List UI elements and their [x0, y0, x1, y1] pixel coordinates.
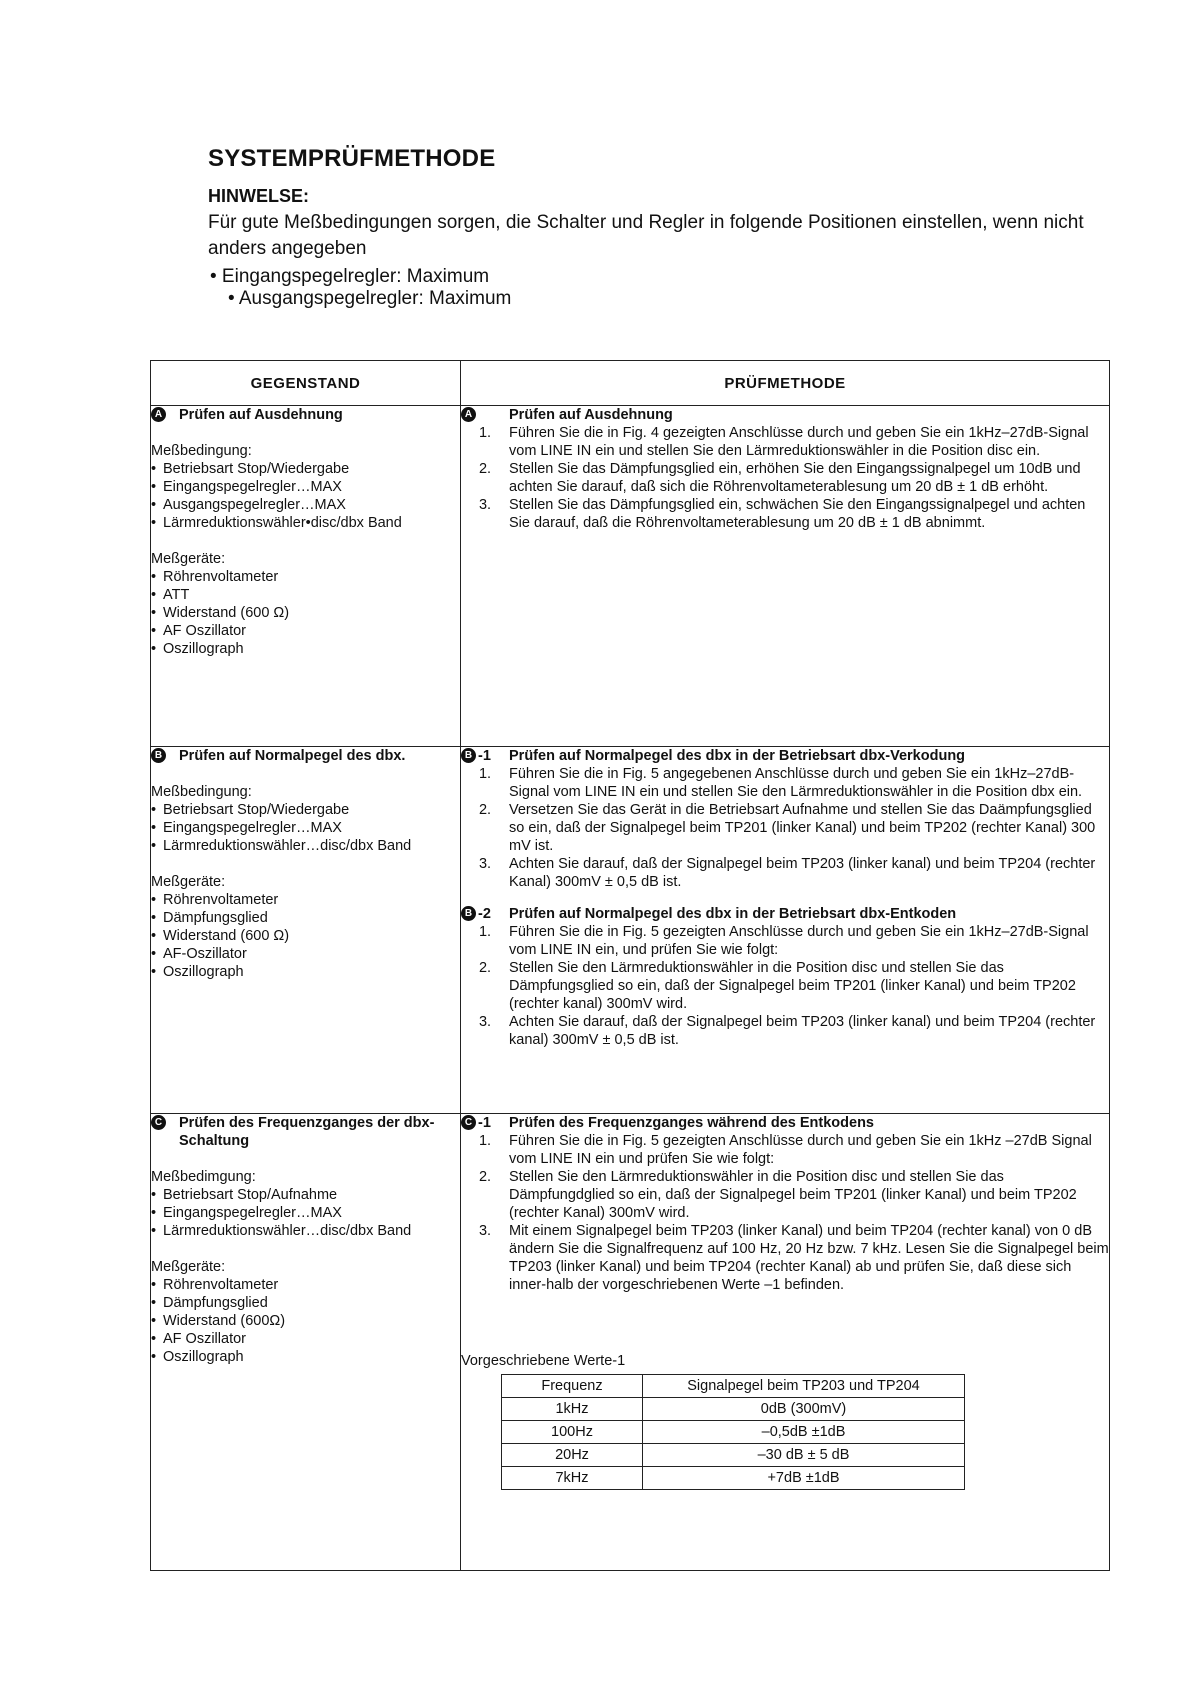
notes-heading: HINWELSE:: [208, 186, 309, 206]
equipment-item: [151, 909, 460, 927]
circled-letter-icon: A: [461, 407, 476, 422]
step-number: 2.: [478, 960, 492, 976]
bullet-icon: •: [151, 497, 157, 513]
procedure-step: [461, 460, 1109, 496]
condition-item: [151, 819, 460, 837]
note-bullet-input-level: • Eingangspegelregler: Maximum: [210, 266, 490, 287]
procedure-step: [461, 1222, 1109, 1294]
procedure-step: [461, 923, 1109, 959]
header-item: GEGENSTAND: [151, 361, 461, 406]
equipment-item: [151, 963, 460, 981]
item-title: Prüfen auf Normalpegel des dbx.: [179, 748, 406, 764]
equipment-item: [151, 927, 460, 945]
equipment-item: [151, 622, 460, 640]
equipment-item: [151, 1330, 460, 1348]
step-number: 3.: [478, 1014, 492, 1030]
spec-row: [502, 1444, 965, 1467]
table-row: [151, 1114, 1110, 1571]
equipment-text: Widerstand (600 Ω): [163, 928, 290, 944]
condition-item: [151, 837, 460, 855]
procedure-id: [461, 406, 509, 424]
condition-text: Eingangspegelregler…MAX: [163, 479, 342, 495]
equipment-label: Meßgeräte:: [151, 551, 226, 567]
equipment-label: Meßgeräte:: [151, 874, 226, 890]
step-text: Führen Sie die in Fig. 4 gezeigten Anschlüsse durch und geben Sie ein 1kHz–27dB-Signal vom LINE IN ein und stellen Sie den Lärmreduktionswähler in die Position disc ein.: [509, 425, 1089, 459]
bullet-icon: •: [151, 1187, 157, 1203]
procedure-step: [461, 959, 1109, 1013]
circled-letter-icon: B: [461, 748, 476, 763]
table-row: [151, 406, 1110, 747]
procedure-block: [461, 905, 1109, 1049]
condition-text: Eingangspegelregler…MAX: [163, 1205, 342, 1221]
equipment-text: ATT: [163, 587, 190, 603]
spec-table-caption: Vorgeschriebene Werte-1: [461, 1353, 626, 1369]
bullet-icon: •: [151, 569, 157, 585]
equipment-text: AF-Oszillator: [163, 946, 247, 962]
bullet-icon: •: [151, 515, 157, 531]
procedure-suffix: -1: [478, 1115, 491, 1131]
bullet-icon: •: [151, 587, 157, 603]
page-title: SYSTEMPRÜFMETHODE: [208, 145, 496, 172]
procedure-block: [461, 1114, 1109, 1294]
test-method-table: [150, 360, 1110, 1571]
procedure-title: Prüfen auf Ausdehnung: [509, 407, 673, 423]
spec-header-cell: Frequenz: [502, 1375, 643, 1398]
circled-letter-icon: B: [461, 906, 476, 921]
equipment-text: Röhrenvoltameter: [163, 1277, 279, 1293]
bullet-icon: •: [151, 1331, 157, 1347]
procedure-heading: [461, 747, 1109, 765]
step-number: 2.: [478, 461, 492, 477]
equipment-text: AF Oszillator: [163, 623, 246, 639]
bullet-icon: •: [151, 928, 157, 944]
conditions-label: Meßbedingung:: [151, 443, 252, 459]
spec-cell: –30 dB ± 5 dB: [643, 1444, 965, 1467]
equipment-item: [151, 1312, 460, 1330]
condition-text: Ausgangspegelregler…MAX: [163, 497, 346, 513]
spec-cell: –0,5dB ±1dB: [643, 1421, 965, 1444]
method-cell: [461, 406, 1110, 747]
equipment-item: [151, 1348, 460, 1366]
bullet-icon: •: [151, 964, 157, 980]
step-text: Versetzen Sie das Gerät in die Betriebsart Aufnahme und stellen Sie das Daämpfungsglied so ein, daß der Signalpegel beim TP201 (linker Kanal) und beim TP202 (rechter Kanal) 300 mV ist.: [509, 802, 1096, 854]
condition-item: [151, 478, 460, 496]
procedure-heading: [461, 905, 1109, 923]
procedure-step: [461, 424, 1109, 460]
procedure-suffix: -2: [478, 906, 491, 922]
spec-header-row: [502, 1375, 965, 1398]
header-method: PRÜFMETHODE: [461, 361, 1110, 406]
procedure-step: [461, 1013, 1109, 1049]
equipment-item: [151, 586, 460, 604]
bullet-icon: •: [151, 892, 157, 908]
bullet-icon: •: [151, 461, 157, 477]
step-text: Führen Sie die in Fig. 5 gezeigten Anschlüsse durch und geben Sie ein 1kHz–27dB-Signal vom LINE IN ein, und prüfen Sie wie folgt:: [509, 924, 1089, 958]
bullet-icon: •: [151, 802, 157, 818]
condition-item: [151, 496, 460, 514]
procedure-id: [461, 905, 509, 923]
bullet-icon: •: [151, 1223, 157, 1239]
procedure-step: [461, 855, 1109, 891]
bullet-icon: •: [151, 910, 157, 926]
condition-text: Betriebsart Stop/Aufnahme: [163, 1187, 338, 1203]
step-number: 1.: [478, 766, 492, 782]
step-number: 1.: [478, 425, 492, 441]
step-text: Mit einem Signalpegel beim TP203 (linker Kanal) und beim TP204 (rechter kanal) von 0 dB ändern Sie die Signalfrequenz auf 100 Hz, 20 Hz bzw. 7 kHz. Lesen Sie die Signalpegel beim TP203 (linker Kanal) und beim TP204 (rechter Kanal) ab und prüfen Sie, daß diese sich inner-halb der vorgeschriebenen Werte –1 befinden.: [509, 1223, 1109, 1293]
equipment-text: AF Oszillator: [163, 1331, 246, 1347]
spec-row: [502, 1398, 965, 1421]
bullet-icon: •: [151, 1205, 157, 1221]
circled-letter-icon: B: [151, 748, 166, 763]
step-number: 3.: [478, 497, 492, 513]
spec-cell: 0dB (300mV): [643, 1398, 965, 1421]
bullet-icon: •: [151, 820, 157, 836]
step-text: Führen Sie die in Fig. 5 angegebenen Anschlüsse durch und geben Sie ein 1kHz–27dB-Signal vom LINE IN ein und stellen Sie den Lärmreduktionswähler in die Position dbx ein.: [509, 766, 1083, 800]
step-number: 3.: [478, 856, 492, 872]
spec-header-cell: Signalpegel beim TP203 und TP204: [643, 1375, 965, 1398]
procedure-block: [461, 747, 1109, 891]
bullet-icon: •: [151, 1277, 157, 1293]
spec-row: [502, 1467, 965, 1490]
item-cell: [151, 747, 461, 1114]
equipment-text: Oszillograph: [163, 641, 244, 657]
condition-item: [151, 460, 460, 478]
procedure-title: Prüfen des Frequenzganges während des Entkodens: [509, 1115, 874, 1131]
condition-text: Lärmreduktionswähler•disc/dbx Band: [163, 515, 402, 531]
equipment-text: Röhrenvoltameter: [163, 892, 279, 908]
equipment-item: [151, 1276, 460, 1294]
bullet-icon: •: [151, 838, 157, 854]
item-cell: [151, 406, 461, 747]
step-text: Führen Sie die in Fig. 5 gezeigten Anschlüsse durch und geben Sie ein 1kHz –27dB Signal vom LINE IN ein und prüfen Sie wie folgt:: [509, 1133, 1092, 1167]
equipment-text: Röhrenvoltameter: [163, 569, 279, 585]
condition-text: Lärmreduktionswähler…disc/dbx Band: [163, 838, 412, 854]
equipment-label: Meßgeräte:: [151, 1259, 226, 1275]
condition-text: Betriebsart Stop/Wiedergabe: [163, 802, 350, 818]
condition-text: Lärmreduktionswähler…disc/dbx Band: [163, 1223, 412, 1239]
procedure-title: Prüfen auf Normalpegel des dbx in der Betriebsart dbx-Verkodung: [509, 748, 966, 764]
spec-cell: +7dB ±1dB: [643, 1467, 965, 1490]
spec-cell: 100Hz: [502, 1421, 643, 1444]
equipment-item: [151, 640, 460, 658]
procedure-block: [461, 406, 1109, 532]
item-title: Prüfen auf Ausdehnung: [179, 407, 343, 423]
condition-item: [151, 1204, 460, 1222]
step-number: 2.: [478, 1169, 492, 1185]
equipment-text: Widerstand (600Ω): [163, 1313, 286, 1329]
item-cell: [151, 1114, 461, 1571]
step-text: Stellen Sie den Lärmreduktionswähler in die Position disc und stellen Sie das Dämpfungsglied so ein, daß der Signalpegel beim TP201 (linker Kanal) und beim TP202 (rechter kanal) 300mV wird.: [509, 960, 1076, 1012]
procedure-step: [461, 496, 1109, 532]
item-heading: [151, 747, 460, 765]
table-row: [151, 747, 1110, 1114]
bullet-icon: •: [151, 605, 157, 621]
equipment-text: Oszillograph: [163, 964, 244, 980]
condition-item: [151, 801, 460, 819]
note-bullet-output-level: • Ausgangspegelregler: Maximum: [228, 288, 512, 309]
method-cell: [461, 1114, 1110, 1571]
condition-text: Eingangspegelregler…MAX: [163, 820, 342, 836]
item-heading: [151, 1114, 460, 1150]
step-number: 1.: [478, 924, 492, 940]
step-text: Achten Sie darauf, daß der Signalpegel beim TP203 (linker kanal) und beim TP204 (rechter Kanal) 300mV ± 0,5 dB ist.: [509, 856, 1096, 890]
circled-letter-icon: C: [151, 1115, 166, 1130]
bullet-icon: •: [151, 946, 157, 962]
equipment-item: [151, 1294, 460, 1312]
conditions-label: Meßbedimgung:: [151, 1169, 256, 1185]
equipment-text: Dämpfungsglied: [163, 910, 268, 926]
circled-letter-icon: C: [461, 1115, 476, 1130]
step-text: Stellen Sie das Dämpfungsglied ein, erhöhen Sie den Eingangssignalpegel um 10dB und achten Sie darauf, daß sich die Röhrenvoltameterablesung um 20 dB ± 1 dB erhöht.: [509, 461, 1081, 495]
step-text: Stellen Sie das Dämpfungsglied ein, schwächen Sie den Eingangssignalpegel und achten Sie darauf, daß die Röhrenvoltameterablesung um 20 dB ± 1 dB abnimmt.: [509, 497, 1086, 531]
bullet-icon: •: [151, 1295, 157, 1311]
condition-item: [151, 514, 460, 532]
step-text: Achten Sie darauf, daß der Signalpegel beim TP203 (linker kanal) und beim TP204 (rechter kanal) 300mV ± 0,5 dB ist.: [509, 1014, 1096, 1048]
equipment-text: Widerstand (600 Ω): [163, 605, 290, 621]
item-title: Prüfen des Frequenzganges der dbx-Schaltung: [179, 1115, 435, 1149]
condition-item: [151, 1186, 460, 1204]
spec-cell: 7kHz: [502, 1467, 643, 1490]
equipment-text: Dämpfungsglied: [163, 1295, 268, 1311]
equipment-item: [151, 568, 460, 586]
procedure-id: [461, 1114, 509, 1132]
procedure-suffix: -1: [478, 748, 491, 764]
step-text: Stellen Sie den Lärmreduktionswähler in die Position disc und stellen Sie das Dämpfungdglied so ein, daß der Signalpegel beim TP201 (linker Kanal) und beim TP202 (rechter Kanal) 300mV wird.: [509, 1169, 1077, 1221]
step-number: 3.: [478, 1223, 492, 1239]
spec-cell: 20Hz: [502, 1444, 643, 1467]
procedure-heading: [461, 406, 1109, 424]
equipment-item: [151, 945, 460, 963]
equipment-text: Oszillograph: [163, 1349, 244, 1365]
procedure-step: [461, 801, 1109, 855]
condition-item: [151, 1222, 460, 1240]
equipment-item: [151, 604, 460, 622]
bullet-icon: •: [151, 479, 157, 495]
step-number: 2.: [478, 802, 492, 818]
method-cell: [461, 747, 1110, 1114]
procedure-heading: [461, 1114, 1109, 1132]
item-heading: [151, 406, 460, 424]
procedure-step: [461, 1132, 1109, 1168]
bullet-icon: •: [151, 623, 157, 639]
bullet-icon: •: [151, 1313, 157, 1329]
bullet-icon: •: [151, 641, 157, 657]
step-number: 1.: [478, 1133, 492, 1149]
bullet-icon: •: [151, 1349, 157, 1365]
procedure-step: [461, 1168, 1109, 1222]
spec-row: [502, 1421, 965, 1444]
procedure-id: [461, 747, 509, 765]
equipment-item: [151, 891, 460, 909]
conditions-label: Meßbedingung:: [151, 784, 252, 800]
procedure-title: Prüfen auf Normalpegel des dbx in der Betriebsart dbx-Entkoden: [509, 906, 957, 922]
spec-table: [501, 1374, 965, 1490]
condition-text: Betriebsart Stop/Wiedergabe: [163, 461, 350, 477]
procedure-step: [461, 765, 1109, 801]
spec-cell: 1kHz: [502, 1398, 643, 1421]
notes-text: Für gute Meßbedingungen sorgen, die Schalter und Regler in folgende Positionen einstellen, wenn nicht anders angegeben: [208, 212, 1084, 259]
circled-letter-icon: A: [151, 407, 166, 422]
